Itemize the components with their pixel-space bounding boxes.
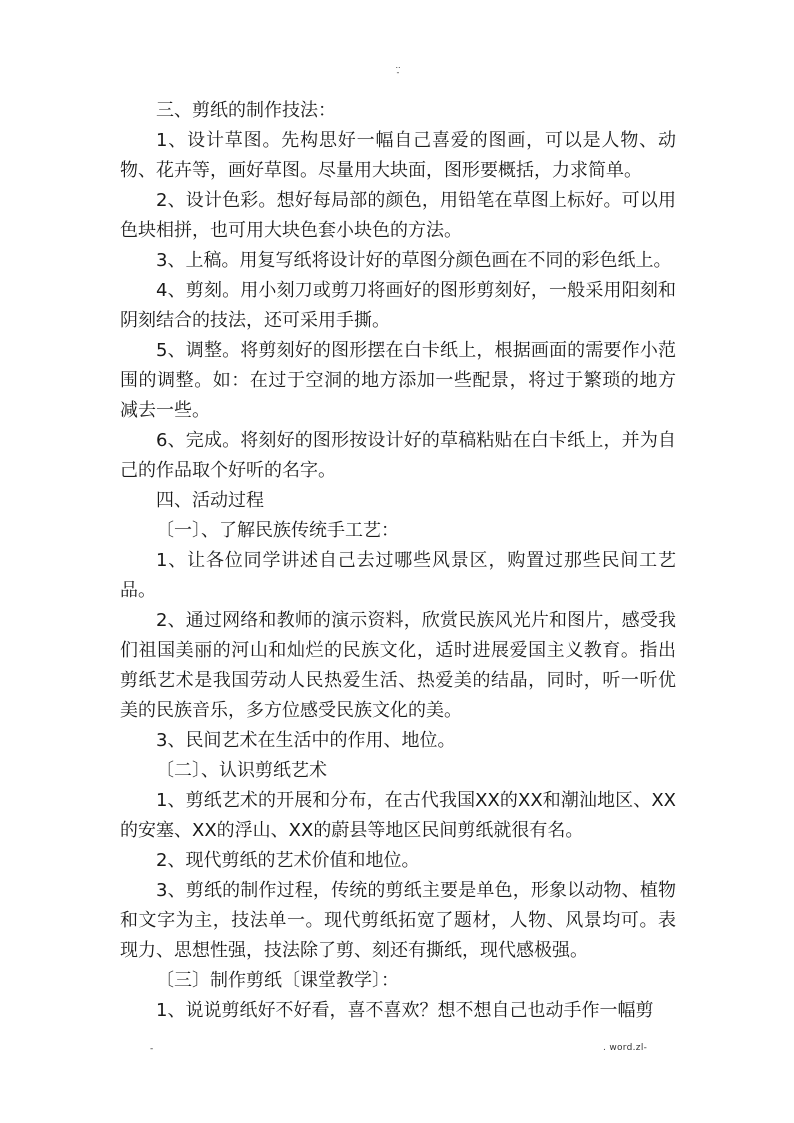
paragraph: 4、剪刻。用小刻刀或剪刀将画好的图形剪刻好，一般采用阳刻和阴刻结合的技法，还可采用手撕。	[120, 280, 676, 331]
paragraph: 3、剪纸的制作过程，传统的剪纸主要是单色，形象以动物、植物和文字为主，技法单一。现代剪纸拓宽了题材，人物、风景均可。表现力、思想性强，技法除了剪、刻还有撕纸，现代感极强。	[120, 880, 676, 961]
header-mark	[393, 62, 403, 76]
paragraph: 1、设计草图。先构思好一幅自己喜爱的图画，可以是人物、动物、花卉等，画好草图。尽量用大块面，图形要概括，力求简单。	[120, 130, 676, 181]
header-mark-bottom: -	[396, 68, 400, 77]
footer-source: . word.zl-	[603, 1043, 648, 1053]
paragraph: 3、民间艺术在生活中的作用、地位。	[156, 730, 456, 751]
subsection-heading: 〔二〕、认识剪纸艺术	[156, 760, 327, 781]
paragraph: 2、设计色彩。想好每局部的颜色，用铅笔在草图上标好。可以用色块相拼，也可用大块色套小块色的方法。	[120, 190, 676, 241]
paragraph: 2、现代剪纸的艺术价值和地位。	[156, 850, 420, 871]
document-body	[120, 96, 676, 1026]
paragraph: 6、完成。将刻好的图形按设计好的草稿粘贴在白卡纸上，并为自己的作品取个好听的名字。	[120, 430, 676, 481]
paragraph: 3、上稿。用复写纸将设计好的草图分颜色画在不同的彩色纸上。	[156, 250, 672, 271]
subsection-heading: 〔三〕制作剪纸〔课堂教学〕：	[156, 970, 399, 991]
header-mark-top: ..	[395, 61, 401, 70]
paragraph: 1、说说剪纸好不好看，喜不喜欢？想不想自己也动手作一幅剪	[156, 1000, 654, 1021]
paragraph: 2、通过网络和教师的演示资料，欣赏民族风光片和图片，感受我们祖国美丽的河山和灿烂的民族文化，适时进展爱国主义教育。指出剪纸艺术是我国劳动人民热爱生活、热爱美的结晶，同时，听一听优美的民族音乐，多方位感受民族文化的美。	[120, 610, 676, 721]
paragraph: 5、调整。将剪刻好的图形摆在白卡纸上，根据画面的需要作小范围的调整。如：在过于空洞的地方添加一些配景，将过于繁琐的地方减去一些。	[120, 340, 676, 421]
footer-left-mark: -	[150, 1044, 154, 1054]
paragraph: 1、让各位同学讲述自己去过哪些风景区，购置过那些民间工艺品。	[120, 550, 676, 601]
subsection-heading: 〔一〕、了解民族传统手工艺：	[156, 520, 399, 541]
section-heading: 四、活动过程	[156, 490, 264, 511]
paragraph: 1、剪纸艺术的开展和分布，在古代我国XX的XX和潮汕地区、XX的安塞、XX的浮山、XX的蔚县等地区民间剪纸就很有名。	[120, 790, 676, 841]
paragraph: 三、剪纸的制作技法：	[156, 100, 336, 121]
